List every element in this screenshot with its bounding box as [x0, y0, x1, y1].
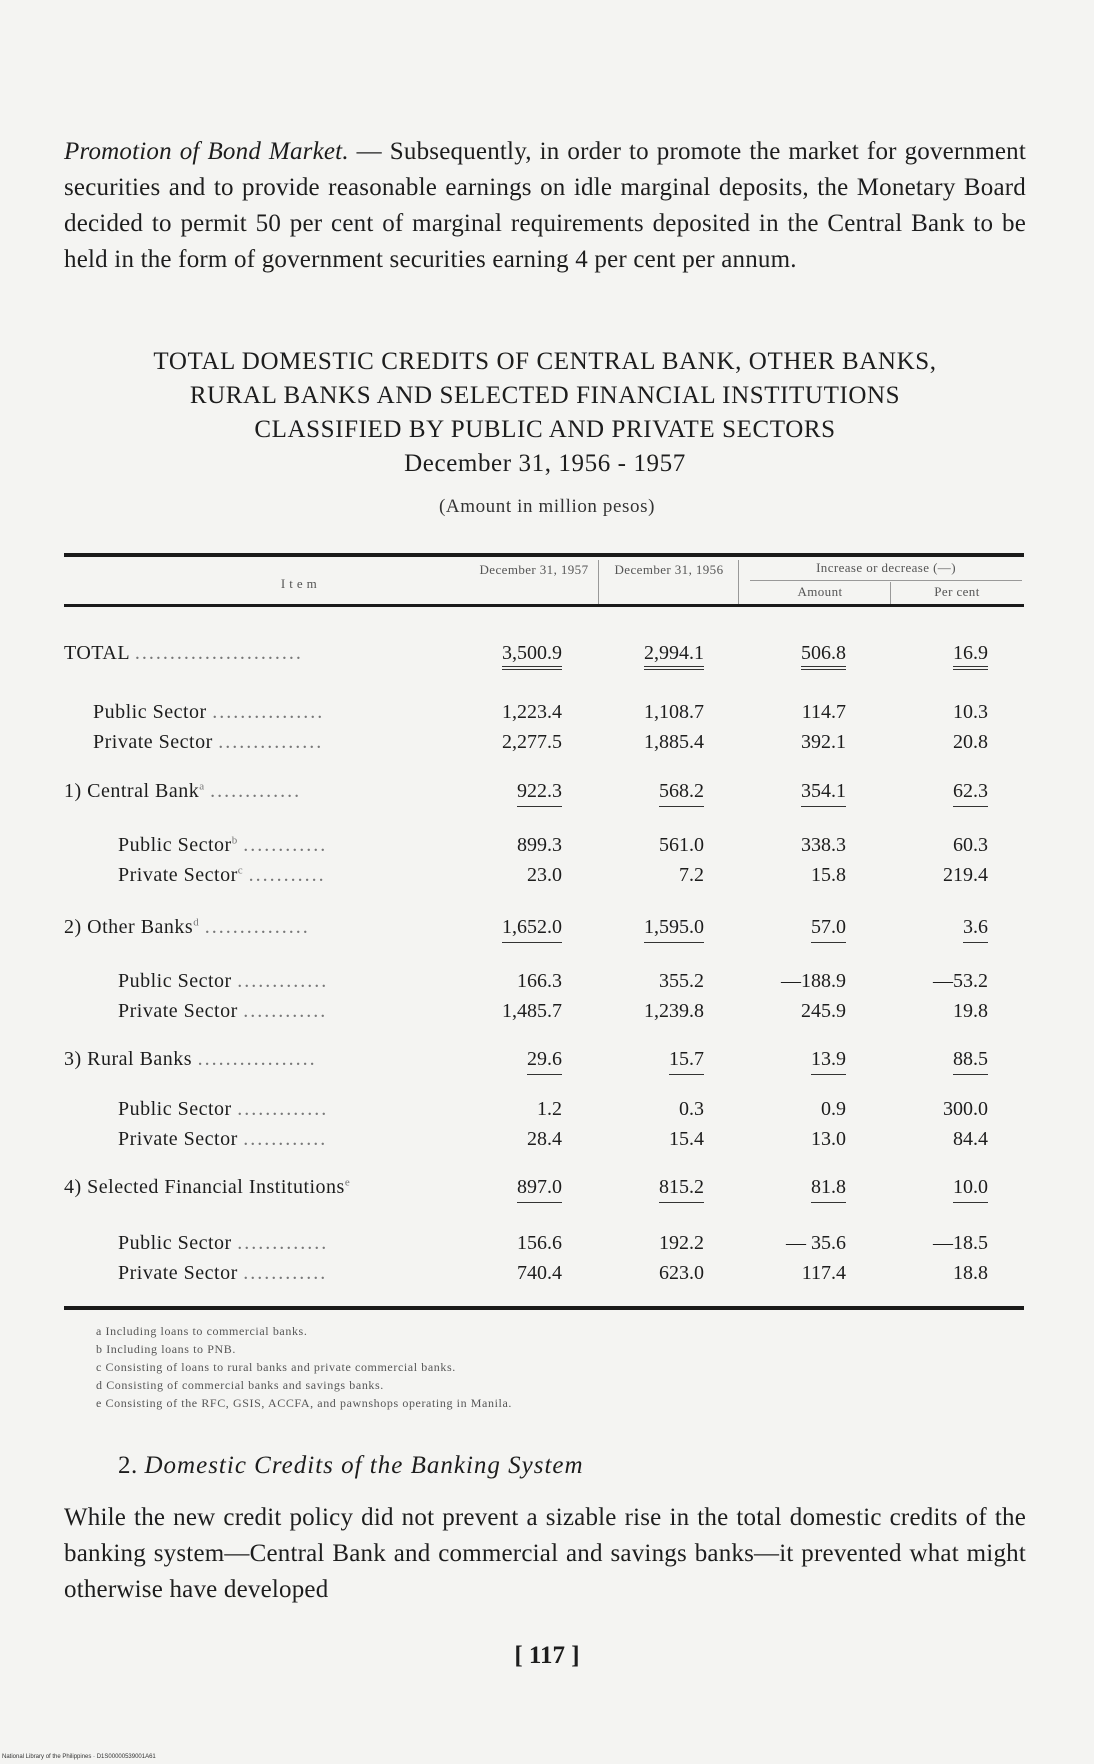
- row-label: 4) Selected Financial Institutions: [64, 1176, 345, 1198]
- header-item: I t e m: [280, 576, 318, 591]
- section-heading: [118, 1452, 584, 1480]
- cell-1956: 568.2: [659, 780, 704, 807]
- table-row: Private Sector ............... 2,277.5 1,885.4 392.1 20.8: [93, 731, 988, 753]
- row-label: Public Sector: [118, 834, 232, 856]
- cell-amount: 15.8: [811, 864, 846, 886]
- cell-1957: 897.0: [517, 1176, 562, 1203]
- row-label: Private Sector: [118, 1128, 238, 1150]
- row-label: 2) Other Banks: [64, 916, 194, 938]
- row-footnote-mark: c: [237, 864, 244, 877]
- cell-amount: 0.9: [821, 1098, 846, 1120]
- cell-1957: 740.4: [517, 1262, 562, 1284]
- cell-percent: 62.3: [953, 780, 988, 807]
- cell-amount: 245.9: [801, 1000, 846, 1022]
- header-amount: Amount: [797, 584, 843, 599]
- cell-percent: 16.9: [953, 642, 988, 670]
- header-bottom-rule: [64, 604, 1024, 607]
- footnote: e Consisting of the RFC, GSIS, ACCFA, and pawnshops operating in Manila.: [96, 1396, 512, 1410]
- cell-amount: —188.9: [781, 970, 846, 992]
- row-label: Public Sector: [118, 1232, 232, 1254]
- cell-1956: 1,595.0: [644, 916, 704, 943]
- cell-1956: 815.2: [659, 1176, 704, 1203]
- cell-1956: 1,239.8: [644, 1000, 704, 1022]
- table-row: Public Sector ............. 166.3 355.2 —188.9 —53.2: [118, 970, 988, 992]
- section-title: Domestic Credits of the Banking System: [144, 1452, 584, 1479]
- table-row: 2) Other Banks$^d$ ............... 1,652.0 1,595.0 57.0 3.6: [0, 916, 1094, 946]
- cell-percent: 20.8: [953, 731, 988, 753]
- cell-percent: —53.2: [933, 970, 988, 992]
- cell-1957: 1,652.0: [502, 916, 562, 943]
- library-credit: National Library of the Philippines · D1S00000539001A61: [2, 1754, 156, 1760]
- intro-lead: Promotion of Bond Market.: [64, 138, 349, 165]
- table-top-rule: [64, 553, 1024, 557]
- cell-1957: 899.3: [517, 834, 562, 856]
- table-bottom-rule: [64, 1306, 1024, 1310]
- table-row: Public Sector ............. 1.2 0.3 0.9 300.0: [118, 1098, 988, 1120]
- row-label: Public Sector: [118, 1098, 232, 1120]
- cell-amount: 117.4: [801, 1262, 846, 1284]
- header-dec-1957: December 31, 1957: [479, 562, 589, 577]
- cell-percent: 300.0: [943, 1098, 988, 1120]
- cell-percent: 18.8: [953, 1262, 988, 1284]
- table-title-line-1: TOTAL DOMESTIC CREDITS OF CENTRAL BANK, OTHER BANKS,: [153, 348, 937, 375]
- section-number: 2.: [118, 1452, 138, 1479]
- intro-paragraph: [64, 134, 1026, 278]
- cell-1956: 15.7: [669, 1048, 704, 1075]
- row-label: Private Sector: [118, 1262, 238, 1284]
- table-title-date: December 31, 1956 - 1957: [404, 450, 686, 477]
- cell-percent: 19.8: [953, 1000, 988, 1022]
- cell-percent: 219.4: [943, 864, 988, 886]
- cell-percent: 88.5: [953, 1048, 988, 1075]
- cell-1957: 156.6: [517, 1232, 562, 1254]
- table-row: 3) Rural Banks ................. 29.6 15.7 13.9 88.5: [0, 1048, 1094, 1078]
- row-label: TOTAL: [64, 642, 130, 664]
- cell-1957: 1,485.7: [502, 1000, 562, 1022]
- cell-amount: 392.1: [801, 731, 846, 753]
- footnote: d Consisting of commercial banks and savings banks.: [96, 1378, 384, 1392]
- row-label: 3) Rural Banks: [64, 1048, 193, 1070]
- header-divider: [598, 560, 599, 604]
- cell-amount: 338.3: [801, 834, 846, 856]
- cell-1956: 0.3: [679, 1098, 704, 1120]
- page-number: [ 117 ]: [514, 1642, 580, 1669]
- cell-amount: — 35.6: [786, 1232, 846, 1254]
- table-title-line-3: CLASSIFIED BY PUBLIC AND PRIVATE SECTORS: [254, 416, 836, 443]
- cell-percent: 3.6: [963, 916, 988, 943]
- cell-1957: 29.6: [527, 1048, 562, 1075]
- cell-amount: 13.0: [811, 1128, 846, 1150]
- cell-percent: 10.3: [953, 701, 988, 723]
- table-row: TOTAL ........................ 3,500.9 2,994.1 506.8 16.9: [0, 642, 1094, 672]
- header-divider: [738, 560, 739, 604]
- cell-amount: 13.9: [811, 1048, 846, 1075]
- cell-1956: 1,885.4: [644, 731, 704, 753]
- header-divider: [890, 582, 891, 604]
- row-label: 1) Central Bank: [64, 780, 200, 802]
- cell-1956: 15.4: [669, 1128, 704, 1150]
- header-dec-1956: December 31, 1956: [614, 562, 724, 577]
- cell-amount: 57.0: [811, 916, 846, 943]
- row-footnote-mark: b: [231, 834, 238, 847]
- row-footnote-mark: a: [199, 780, 205, 793]
- table-row: Private Sector ............ 28.4 15.4 13.0 84.4: [118, 1128, 988, 1150]
- cell-1956: 1,108.7: [644, 701, 704, 723]
- cell-percent: —18.5: [933, 1232, 988, 1254]
- intro-text: — Subsequently, in order to promote the market for government securities and to provide reasonable earnings on idle marginal deposits, the Monetary Board decided to permit 50 per cent of marginal requirements deposited in the Central Bank to be held in the form of government securities earning 4 per cent per annum.: [64, 138, 1026, 273]
- cell-amount: 81.8: [811, 1176, 846, 1203]
- row-footnote-mark: d: [193, 916, 200, 929]
- table-row: Private Sector$^c$ ........... 23.0 7.2 15.8 219.4: [118, 864, 988, 886]
- cell-1957: 1.2: [537, 1098, 562, 1120]
- header-increase-decrease: Increase or decrease (—): [816, 560, 956, 575]
- cell-1956: 561.0: [659, 834, 704, 856]
- table-row: Public Sector ............. 156.6 192.2 — 35.6 —18.5: [118, 1232, 988, 1254]
- footnote: b Including loans to PNB.: [96, 1342, 236, 1356]
- row-label: Private Sector: [118, 1000, 238, 1022]
- cell-1956: 2,994.1: [644, 642, 704, 670]
- row-footnote-mark: e: [344, 1176, 351, 1189]
- cell-1956: 355.2: [659, 970, 704, 992]
- table-title-line-2: RURAL BANKS AND SELECTED FINANCIAL INSTITUTIONS: [189, 382, 901, 409]
- cell-1957: 2,277.5: [502, 731, 562, 753]
- cell-1957: 23.0: [527, 864, 562, 886]
- cell-amount: 354.1: [801, 780, 846, 807]
- cell-amount: 506.8: [801, 642, 846, 670]
- row-label: Public Sector: [93, 701, 207, 723]
- table-row: [0, 1176, 1094, 1206]
- cell-1956: 192.2: [659, 1232, 704, 1254]
- cell-1957: 28.4: [527, 1128, 562, 1150]
- cell-1956: 7.2: [679, 864, 704, 886]
- table-row: Public Sector ................ 1,223.4 1,108.7 114.7 10.3: [93, 701, 988, 723]
- cell-percent: 84.4: [953, 1128, 988, 1150]
- cell-1956: 623.0: [659, 1262, 704, 1284]
- table-row: Public Sector$^b$ ............ 899.3 561.0 338.3 60.3: [118, 834, 988, 856]
- table-unit-note: (Amount in million pesos): [438, 496, 656, 517]
- table-row: Private Sector ............ 1,485.7 1,239.8 245.9 19.8: [118, 1000, 988, 1022]
- cell-percent: 10.0: [953, 1176, 988, 1203]
- cell-percent: 60.3: [953, 834, 988, 856]
- row-label: Private Sector: [118, 864, 238, 886]
- row-label: Public Sector: [118, 970, 232, 992]
- header-per-cent: Per cent: [934, 584, 980, 599]
- footnotes: [96, 1322, 512, 1412]
- header-group-rule: [750, 580, 1022, 581]
- table-row: Private Sector ............ 740.4 623.0 117.4 18.8: [118, 1262, 988, 1284]
- cell-1957: 1,223.4: [502, 701, 562, 723]
- row-label: Private Sector: [93, 731, 213, 753]
- footnote: c Consisting of loans to rural banks and private commercial banks.: [96, 1360, 456, 1374]
- table-row: 1) Central Bank$^a$ ............. 922.3 568.2 354.1 62.3: [0, 780, 1094, 810]
- footnote: a Including loans to commercial banks.: [96, 1324, 308, 1338]
- cell-1957: 3,500.9: [502, 642, 562, 670]
- cell-amount: 114.7: [801, 701, 846, 723]
- cell-1957: 166.3: [517, 970, 562, 992]
- closing-paragraph: While the new credit policy did not prevent a sizable rise in the total domestic credits of the banking system—Central Bank and commercial and savings banks—it prevented what might otherwise have developed: [64, 1504, 1026, 1603]
- cell-1957: 922.3: [517, 780, 562, 807]
